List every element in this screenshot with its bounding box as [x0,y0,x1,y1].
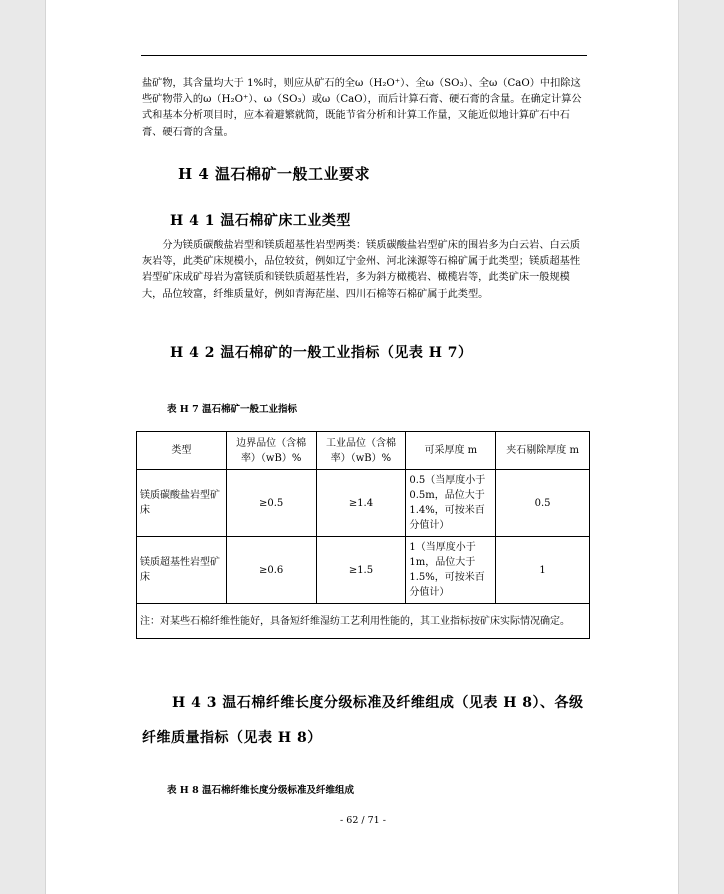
header-industrial-grade: 工业品位（含棉率）（wB）% [316,432,406,470]
cell-waste-thickness: 1 [496,537,590,604]
table-h7-caption: 表 H 7 温石棉矿一般工业指标 [167,404,298,415]
header-waste-thickness: 夹石剔除厚度 m [496,432,590,470]
table-h8-caption: 表 H 8 温石棉纤维长度分级标准及纤维组成 [167,785,355,796]
table-row [137,470,590,537]
table-note-row [137,604,590,639]
header-mineable-thickness: 可采厚度 m [406,432,496,470]
cell-mineable-thickness: 1（当厚度小于1m，品位大于1.5%，可按米百分值计） [406,537,496,604]
cell-waste-thickness: 0.5 [496,470,590,537]
section-heading-h42: H 4 2 温石棉矿的一般工业指标（见表 H 7） [170,345,473,361]
cell-type: 镁质碳酸盐岩型矿床 [137,470,227,537]
cell-industrial-grade: ≥1.4 [316,470,406,537]
cell-cutoff-grade: ≥0.6 [226,537,316,604]
section-heading-h4: H 4 温石棉矿一般工业要求 [178,165,371,183]
cell-industrial-grade: ≥1.5 [316,537,406,604]
header-type: 类型 [137,432,227,470]
table-h7 [136,431,590,639]
header-cutoff-grade: 边界品位（含棉率）（wB）% [226,432,316,470]
section-heading-h41: H 4 1 温石棉矿床工业类型 [170,213,351,229]
table-header-row [137,432,590,470]
header-rule [141,55,587,56]
cell-cutoff-grade: ≥0.5 [226,470,316,537]
section-heading-h43: H 4 3 温石棉纤维长度分级标准及纤维组成（见表 H 8）、各级纤维质量指标（见表 H 8） [142,695,584,746]
cell-mineable-thickness: 0.5（当厚度小于0.5m，品位大于1.4%，可按米百分值计） [406,470,496,537]
table-row [137,537,590,604]
cell-type: 镁质超基性岩型矿床 [137,537,227,604]
paragraph-gypsum-calculation: 盐矿物，其含量均大于 1%时，则应从矿石的全ω（H₂O⁺）、全ω（SO₃）、全ω（CaO）中扣除这些矿物带入的ω（H₂O⁺）、ω（SO₃）或ω（CaO），而后计算石膏、硬石膏的含量。在确定计算公式和基本分析项目时，应本着避繁就简，既能节省分析和计算工作量，又能近似地计算矿石中石膏、硬石膏的含量。 [142,78,582,138]
paragraph-deposit-types: 分为镁质碳酸盐岩型和镁质超基性岩型两类：镁质碳酸盐岩型矿床的围岩多为白云岩、白云质灰岩等，此类矿床规模小，品位较贫，例如辽宁金州、河北涞源等石棉矿属于此类型；镁质超基性岩型矿床成矿母岩为富镁质和镁铁质超基性岩，多为斜方橄榄岩、橄榄岩等，此类矿床一般规模大，品位较富，纤维质量好，例如青海茫崖、四川石棉等石棉矿属于此类型。 [142,240,581,300]
document-page [45,0,679,894]
page-number: - 62 / 71 - [340,815,386,826]
table-note: 注：对某些石棉纤维性能好，具备短纤维湿纺工艺利用性能的，其工业指标按矿床实际情况确定。 [137,604,590,639]
